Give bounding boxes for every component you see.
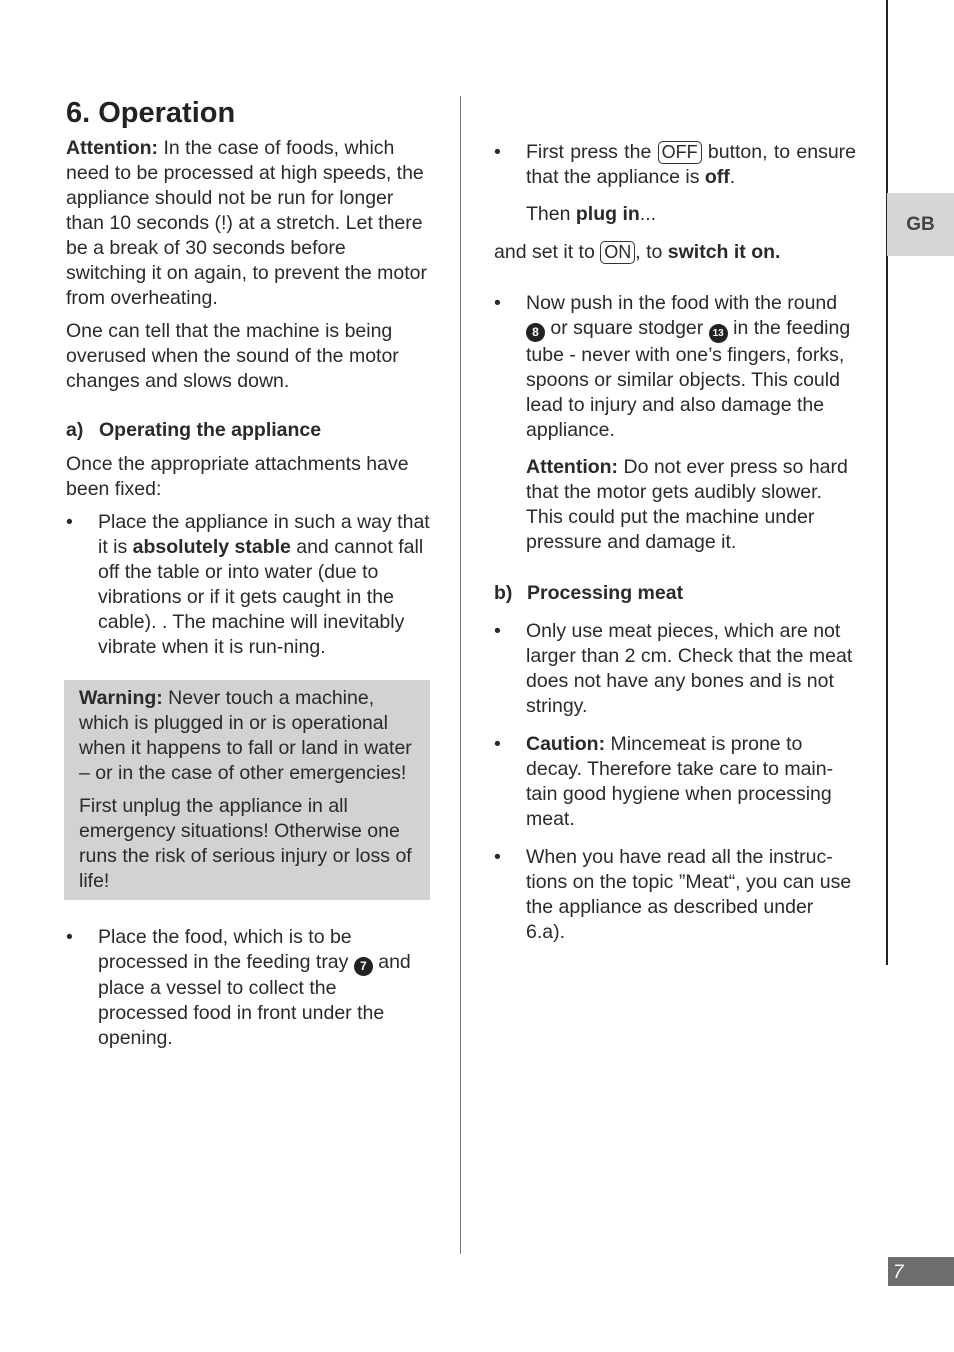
part-number-icon: 8 — [526, 323, 545, 342]
bullet: • — [494, 846, 501, 868]
warning-label: Warning: — [79, 687, 163, 709]
language-tab-label: GB — [906, 214, 935, 235]
list-item — [66, 925, 430, 1051]
bullet-bold: absolutely stable — [132, 536, 291, 558]
bullet-text: First press the — [526, 141, 658, 163]
subsection-b-label: b) — [494, 582, 513, 604]
bullet: • — [66, 926, 73, 948]
subsection-b-title: Processing meat — [527, 582, 684, 604]
bullet-text: Only use meat pieces, which are not larger than 2 cm. Check that the meat does not have any bones and is not stringy. — [526, 620, 853, 717]
page-number: 7 — [888, 1257, 954, 1286]
bullet-list — [494, 291, 856, 443]
list-item — [494, 140, 856, 190]
then-bold: plug in — [575, 203, 640, 225]
section-title: 6. Operation — [66, 97, 236, 129]
subsection-b-heading — [494, 581, 856, 606]
language-tab — [887, 193, 954, 256]
warning-text: Never touch a machine, which is plugged in or is operational when it happens to fall or land in water – or in the case of other emergencies! — [79, 687, 412, 784]
caution-label: Caution: — [526, 733, 606, 755]
list-item — [494, 732, 856, 832]
then-paragraph — [494, 202, 856, 227]
attention-paragraph — [66, 136, 430, 311]
then-text: ... — [639, 203, 657, 225]
off-key-icon: OFF — [658, 141, 702, 164]
left-column — [66, 96, 430, 1051]
bullet-text: When you have read all the instruc-tions on the topic ”Meat“, you can use the appliance as described under 6.a). — [526, 846, 852, 943]
on-key-icon: ON — [600, 241, 635, 264]
subsection-a-heading — [66, 418, 430, 443]
bullet-bold: off — [704, 166, 730, 188]
warning-box — [64, 680, 430, 900]
bullet-list — [66, 510, 430, 660]
bullet-list — [494, 619, 856, 945]
bullet-text: Mincemeat is prone to decay. Therefore take care to main-tain good hygiene when processing meat. — [526, 733, 834, 830]
attention-paragraph — [494, 455, 856, 555]
bullet: • — [494, 292, 501, 314]
bullet-text: in the feeding tube - never with one’s fingers, forks, spoons or similar objects. This could lead to injury and also damage the appliance. — [526, 317, 851, 441]
overuse-paragraph: One can tell that the machine is being overused when the sound of the motor changes and slows down. — [66, 320, 399, 392]
bullet-text: button, to ensure that the appliance is — [526, 141, 856, 188]
set-text: and set it to — [494, 241, 601, 263]
bullet: • — [494, 141, 501, 163]
right-column — [494, 140, 856, 945]
subsection-a-title: Operating the appliance — [99, 419, 322, 441]
bullet-text: and cannot fall off the table or into water (due to vibrations or if it gets caught in the cable). . The machine will inevitably vibrate when it is run-ning. — [98, 536, 424, 658]
set-bold: switch it on. — [667, 241, 781, 263]
bullet-text: Now push in the food with the round — [526, 292, 838, 314]
attention-label: Attention: — [66, 137, 159, 159]
bullet-text: . — [729, 166, 736, 188]
attention-text: In the case of foods, which need to be processed at high speeds, the appliance should not be run for longer than 10 seconds (!) at a stretch. Let there be a break of 30 seconds before switching it on again, to prevent the motor from overheating. — [66, 137, 427, 309]
column-divider — [460, 96, 461, 1254]
bullet-text: Place the food, which is to be processed in the feeding tray — [98, 926, 354, 973]
list-item — [494, 619, 856, 719]
set-paragraph — [494, 240, 856, 265]
part-number-icon: 13 — [709, 324, 728, 343]
bullet: • — [66, 511, 73, 533]
warning-paragraph-2: First unplug the appliance in all emergency situations! Otherwise one runs the risk of serious injury or loss of life! — [79, 795, 412, 892]
list-item — [494, 845, 856, 945]
bullet-text: and place a vessel to collect the processed food in front under the opening. — [98, 951, 411, 1049]
then-text: Then — [526, 203, 576, 225]
attention-text: Do not ever press so hard that the motor gets audibly slower. This could put the machine under pressure and damage it. — [526, 456, 848, 553]
part-number-icon: 7 — [354, 957, 373, 976]
bullet-list — [494, 140, 856, 190]
warning-paragraph — [79, 686, 416, 786]
attention-label: Attention: — [526, 456, 619, 478]
set-text: , to — [635, 241, 668, 263]
intro-paragraph: Once the appropriate attachments have been fixed: — [66, 453, 409, 500]
subsection-a-label: a) — [66, 419, 84, 441]
bullet: • — [494, 620, 501, 642]
list-item — [66, 510, 430, 660]
bullet-text: or square stodger — [545, 317, 709, 339]
bullet-text: Place the appliance in such a way that it is — [98, 511, 430, 558]
page-edge-rule — [886, 0, 888, 965]
bullet-list — [66, 925, 430, 1051]
list-item — [494, 291, 856, 443]
bullet: • — [494, 733, 501, 755]
